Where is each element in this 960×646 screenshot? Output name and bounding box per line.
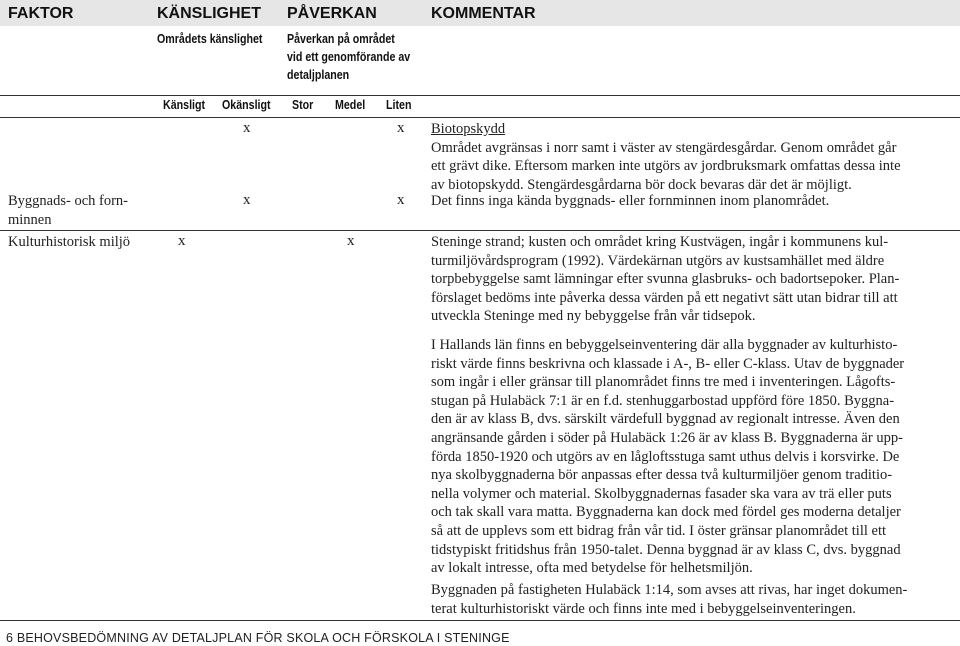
col-kansligt: Känsligt <box>163 97 206 112</box>
row2-factor <box>8 192 128 229</box>
rule-top <box>0 95 960 96</box>
row1-comment-line: Området avgränsas i norr samt i väster av stengärdesgårdar. Genom området går <box>431 139 897 156</box>
row3-p2-line: nella volymer och material. Skolbyggnadernas fasader ska vara av trä eller puts <box>431 485 892 502</box>
row2-mark-paverkan: x <box>397 192 405 208</box>
row3-p2-line: I Hallands län finns en bebyggelseinventering där alla byggnader av kulturhisto- <box>431 337 898 353</box>
row3-p1-line: förslaget bedöms inte påverka dessa värden på ett negativt sätt utan bidrar till att <box>431 289 898 306</box>
row2-comment <box>431 192 956 211</box>
row3-p2-line: riskt värde finns beskrivna och klassade i A-, B- eller C-klass. Utav de byggnader <box>431 355 905 372</box>
row1-comment <box>431 120 956 194</box>
row3-p3-line: Byggnaden på fastigheten Hulabäck 1:14, som avses att rivas, har inget dokumen- <box>431 582 908 598</box>
row1-mark-paverkan: x <box>397 120 405 136</box>
row3-p2-line: så att de upplevs som ett bidrag från vår tid. I öster gränsar planområdet till ett <box>431 522 887 539</box>
row1-mark-kanslighet: x <box>243 120 251 136</box>
row3-p2-line: som ingår i eller gränsar till planområdet finns tre med i inventeringen. Lågofts- <box>431 374 896 391</box>
row3-p3-line: terat kulturhistoriskt värde och finns inte med i bebyggelseinventeringen. <box>431 600 856 617</box>
row3-p2-line: den är av klass B, dvs. särskilt värdefull byggnad av regionalt intresse. Även den <box>431 411 900 428</box>
row1-comment-title: Biotopskydd <box>431 121 506 137</box>
row3-comment-p3 <box>431 581 956 618</box>
row2-factor-line2: minnen <box>8 211 52 228</box>
row3-p2-line: nya skolbyggnaderna bör anpassas efter dessa två kulturmiljöer genom traditio- <box>431 467 893 484</box>
row3-p2-line: förda 1850-1920 och utgörs av en lågloftsstuga samt uthus delvis i korsvirke. De <box>431 448 900 465</box>
rule-row2 <box>0 230 960 231</box>
row2-comment-line: Det finns inga kända byggnads- eller fornminnen inom planområdet. <box>431 193 830 209</box>
table-header <box>0 0 960 26</box>
row3-mark-kanslighet: x <box>178 233 186 249</box>
subheader-paverkan-line3: detaljplanen <box>287 67 350 82</box>
row3-p2-line: stugan på Hulabäck 7:1 är en f.d. stenhuggarbostad uppförd före 1850. Byggna- <box>431 392 895 409</box>
col-liten: Liten <box>386 97 412 112</box>
row3-p2-line: och tak skall vara matta. Byggnaderna kan dock med fördel ges moderna detaljer <box>431 504 901 521</box>
rule-columns <box>0 117 960 118</box>
row3-comment-p1 <box>431 233 956 326</box>
row3-p2-line: tidstypiskt fritidshus från 1950-talet. Denna byggnad är av klass C, dvs. byggnad <box>431 541 901 558</box>
page-footer: 6 BEHOVSBEDÖMNING AV DETALJPLAN FÖR SKOLA OCH FÖRSKOLA I STENINGE <box>6 631 510 645</box>
row3-p1-line: torpbebyggelse samt lämningar efter svunna glasbruks- och badortsepoker. Plan- <box>431 271 900 288</box>
col-stor: Stor <box>292 97 314 112</box>
subheader-paverkan-line1: Påverkan på området <box>287 31 395 46</box>
row3-comment-p2 <box>431 336 956 578</box>
row3-p1-line: turmiljövårdsprogram (1992). Värdekärnan utgörs av kustsamhället med äldre <box>431 252 885 269</box>
rule-bottom <box>0 620 960 621</box>
col-medel: Medel <box>335 97 366 112</box>
row3-p1-line: utveckla Steninge med ny bebyggelse från vår tidsepok. <box>431 308 756 325</box>
header-kanslighet: KÄNSLIGHET <box>157 5 261 22</box>
row3-p2-line: angränsande gården i söder på Hulabäck 1:26 är av klass B. Byggnaderna är upp- <box>431 429 903 446</box>
col-okansligt: Okänsligt <box>222 97 271 112</box>
header-faktor: FAKTOR <box>8 5 74 22</box>
header-paverkan: PÅVERKAN <box>287 5 377 22</box>
row1-comment-line: av biotopskydd. Stengärdesgårdarna bör dock bevaras där det är möjligt. <box>431 176 852 193</box>
subheader-omradets-kanslighet: Områdets känslighet <box>157 31 263 46</box>
row1-comment-line: ett grävt dike. Eftersom marken inte utgörs av jordbruksmark omfattas dessa inte <box>431 158 901 175</box>
row3-factor: Kulturhistorisk miljö <box>8 234 131 250</box>
subheader-paverkan-line2: vid ett genomförande av <box>287 49 411 64</box>
row3-mark-paverkan: x <box>347 233 355 249</box>
row3-p1-line: Steninge strand; kusten och området kring Kustvägen, ingår i kommunens kul- <box>431 234 889 250</box>
row2-factor-line1: Byggnads- och forn- <box>8 193 129 209</box>
row3-p2-line: av lokalt intresse, ofta med betydelse för helhetsmiljön. <box>431 560 753 577</box>
header-kommentar: KOMMENTAR <box>431 5 536 22</box>
row2-mark-kanslighet: x <box>243 192 251 208</box>
